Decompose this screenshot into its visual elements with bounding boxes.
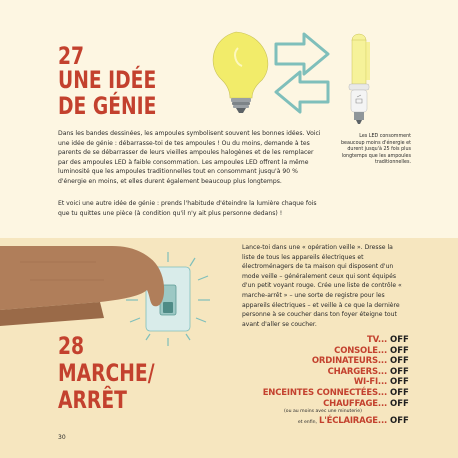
off-item-label: CONSOLE... [334, 345, 387, 356]
off-item-label: TV... [367, 335, 387, 345]
list-item [240, 377, 410, 388]
off-item-label: CHAUFFAGE... [323, 398, 387, 409]
section-27-number: 27 [58, 42, 85, 70]
section-27-paragraph-2: Et voici une autre idée de génie : prends l'habitude d'éteindre la lumière chaque fois que tu quittes une pièce (à condition qu'il n'y ait plus personne dedans) ! [58, 200, 317, 217]
off-item-label: WI-FI... [353, 377, 387, 388]
off-item-prefix: et enfin, [297, 420, 317, 426]
off-checklist [240, 335, 410, 427]
list-item [240, 346, 410, 357]
exchange-arrows-icon [276, 34, 328, 112]
section-28-title-line-1: MARCHE/ [58, 359, 155, 387]
led-bulb-icon [349, 34, 370, 124]
off-item-state: OFF [390, 398, 409, 409]
off-item-label: ENCEINTES CONNECTÉES... [262, 387, 387, 398]
pointing-hand-icon [0, 246, 164, 326]
off-item-note: (ou au moins avec une minuterie) [284, 409, 362, 415]
section-27-title-line-2: DE GÉNIE [58, 92, 157, 120]
list-item [240, 335, 410, 346]
off-item-state: OFF [390, 387, 409, 398]
off-item-label: ORDINATEURS... [311, 356, 387, 367]
off-item-label: L'ÉCLAIRAGE... [318, 416, 387, 427]
section-27-paragraph-1: Dans les bandes dessinées, les ampoules symbolisent souvent les bonnes idées. Voici une idée de génie : débarrasse-toi de tes ampoules ! Ou du moins, demande à tes parents de se débarrasser de leurs vieilles ampoules halogènes et de les remplacer par des ampoules LED à faible consommation. Les ampoules LED offrent la même luminosité que les ampoules traditionnelles tout en consommant jusqu'à 90 % d'énergie en moins, et elles durent également beaucoup plus longtemps. [58, 130, 321, 185]
section-28-paragraph: Lance-toi dans une « opération veille ». Dresse la liste de tous les appareils électriques et électroménagers de ta maison qui disposent d'un mode veille – généralement ceux qui sont équipés d'un petit voyant rouge. Crée une liste de contrôle « marche-arrêt » – une sorte de registre pour les appareils électriques – et veille à ce que la dernière personne à se coucher dans ton foyer éteigne tout avant d'aller se coucher. [242, 244, 402, 328]
off-item-state: OFF [390, 356, 409, 367]
led-caption: Les LED consomment beaucoup moins d'énergie et durent jusqu'à 25 fois plus longtemps que les ampoules traditionnelles. [340, 134, 411, 166]
section-28-number: 28 [58, 332, 85, 360]
section-27-title-line-1: UNE IDÉE [58, 66, 157, 94]
off-item-state: OFF [390, 416, 409, 427]
list-item [240, 356, 410, 367]
traditional-bulb-icon [213, 32, 268, 113]
off-item-state: OFF [390, 335, 409, 345]
off-item-label: CHARGERS... [327, 366, 387, 377]
list-item [240, 399, 410, 410]
section-28-title-line-2: ARRÊT [58, 386, 127, 414]
page-number: 30 [58, 434, 66, 441]
list-item [240, 367, 410, 378]
off-item-state: OFF [390, 345, 409, 356]
off-item-state: OFF [390, 377, 409, 388]
list-item [240, 416, 410, 427]
off-item-state: OFF [390, 366, 409, 377]
list-item [240, 388, 410, 399]
